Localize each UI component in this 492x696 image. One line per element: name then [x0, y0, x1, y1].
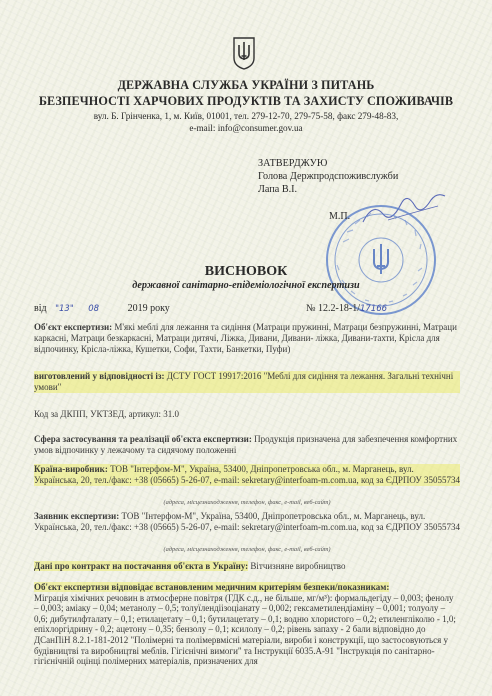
approval-position: Голова Держпродспоживслужби: [258, 171, 399, 182]
date-month-handwritten: 08: [88, 304, 100, 314]
date-year: 2019 року: [127, 303, 170, 314]
approval-heading: ЗАТВЕРДЖУЮ: [258, 158, 328, 169]
object-label: Об'єкт експертизи:: [34, 322, 113, 332]
scope-text: Продукція призначена для забезпечення комфортних умов відпочинку у лежачому та сидячому положенні: [34, 434, 458, 456]
codes-section: [34, 409, 460, 420]
manufactured-text: ДСТУ ГОСТ 19917:2016 "Меблі для сидіння та лежання. Загальні технічні умови": [34, 371, 454, 393]
applicant-label: Заявник експертизи:: [34, 511, 120, 521]
criteria-section: [34, 582, 460, 667]
document-title: ВИСНОВОК: [204, 264, 288, 279]
manufactured-section: [34, 371, 460, 393]
producer-caption: (адреса, місцезнаходження, телефон, факс, e-mail, веб-сайт): [163, 499, 331, 506]
criteria-text: Міграція хімічних речовин в атмосферне повітря (ГДК с.д., не більше, мг/м³): формальдегіду – 0,003; фенолу – 0,003; аміаку – 0,04; метанолу – 0,5; толуїлендіізоціанату – 0,002; гексаметилендіаміну – 0,001; толуолу – 0,6; дибутилфталату – 0,1; етилацетату – 0,1; бутилацетату – 0,1; водню хлористого – 0,2; етиленгліколю - 1,0; епіхлоргідрину - 0,2; ацетону – 0,35; бензолу – 0,1; ксилолу – 0,2; рівень запаху - 2 бали відповідно до ДСанПіН 8.2.1-181-2012 "Полімерні та полімервмісні матеріали, вироби і конструкції, що застосовуються у будівництві та виробництві меблів. Гігієнічні вимоги" та Інструкції 6035.А-91 "Інструкція по санітарно-гігієнічній оцінці полімерних матеріалів, призначених для: [34, 592, 456, 667]
contract-section: [34, 561, 460, 571]
applicant-text: ТОВ "Інтерфом-М", Україна, 53400, Дніпропетровська обл., м. Марганець, вул. Українська, 20, тел./факс: +38 (05665) 5-26-07, e-mail: sekretary@interfoam-m.com.ua, код за ЄДРПОУ 35055734: [34, 511, 461, 533]
producer-label: Країна-виробник:: [34, 464, 108, 474]
contract-text: Вітчизняне виробництво: [248, 561, 346, 571]
contract-label: Дані про контракт на постачання об'єкта в Україну:: [34, 561, 249, 571]
seal-label: М.П.: [329, 211, 351, 222]
document-subtitle: державної санітарно-епідеміологічної експертизи: [132, 280, 360, 291]
codes-text: Код за ДКПП, УКТЗЕД, артикул: 31.0: [34, 409, 180, 419]
trident-emblem-icon: [232, 36, 256, 70]
org-title-line1: ДЕРЖАВНА СЛУЖБА УКРАЇНИ З ПИТАНЬ: [117, 78, 375, 92]
date-day-handwritten: "13": [55, 304, 74, 314]
org-email: e-mail: info@consumer.gov.ua: [189, 123, 303, 133]
doc-number-prefix: № 12.2-18-1/: [306, 303, 360, 314]
producer-section: [34, 464, 460, 486]
applicant-section: [34, 511, 460, 533]
approval-name: Лапа В.І.: [258, 184, 298, 195]
date-number-line: [34, 303, 464, 314]
doc-number-handwritten: 17166: [359, 304, 388, 314]
criteria-label: Об'єкт експертизи відповідає встановленим медичним критеріям безпеки/показникам:: [34, 582, 390, 592]
scope-section: [34, 434, 460, 456]
object-section: [34, 322, 460, 355]
org-address: вул. Б. Грінченка, 1, м. Київ, 01001, тел. 279-12-70, 279-75-58, факс 279-48-83,: [93, 111, 399, 121]
object-text: М'які меблі для лежання та сидіння (Матраци пружинні, Матраци безпружинні, Матраци каркасні, Матраци безкаркасні, Матраци дитячі, Ліжка, Дивани, Дивани- ліжка, Дивани-тахти, Крісла для відпочинку, Крісла-ліжка, Кушетки, Софи, Тахти, Банкетки, Пуфи): [34, 322, 457, 355]
applicant-caption: (адреса, місцезнаходження, телефон, факс, e-mail, веб-сайт): [163, 546, 331, 553]
manufactured-label: виготовлений у відповідності із:: [34, 371, 165, 381]
date-prefix: від: [34, 303, 47, 314]
scope-label: Сфера застосування та реалізації об'єкта експертизи:: [34, 434, 252, 444]
org-title-line2: БЕЗПЕЧНОСТІ ХАРЧОВИХ ПРОДУКТІВ ТА ЗАХИСТУ СПОЖИВАЧІВ: [38, 94, 454, 108]
producer-text: ТОВ "Інтерфом-М", Україна, 53400, Дніпропетровська обл., м. Марганець, вул. Українська, 20, тел./факс: +38 (05665) 5-26-07, e-mail: sekretary@interfoam-m.com.ua, код за ЄДРПОУ 35055734: [34, 464, 461, 486]
